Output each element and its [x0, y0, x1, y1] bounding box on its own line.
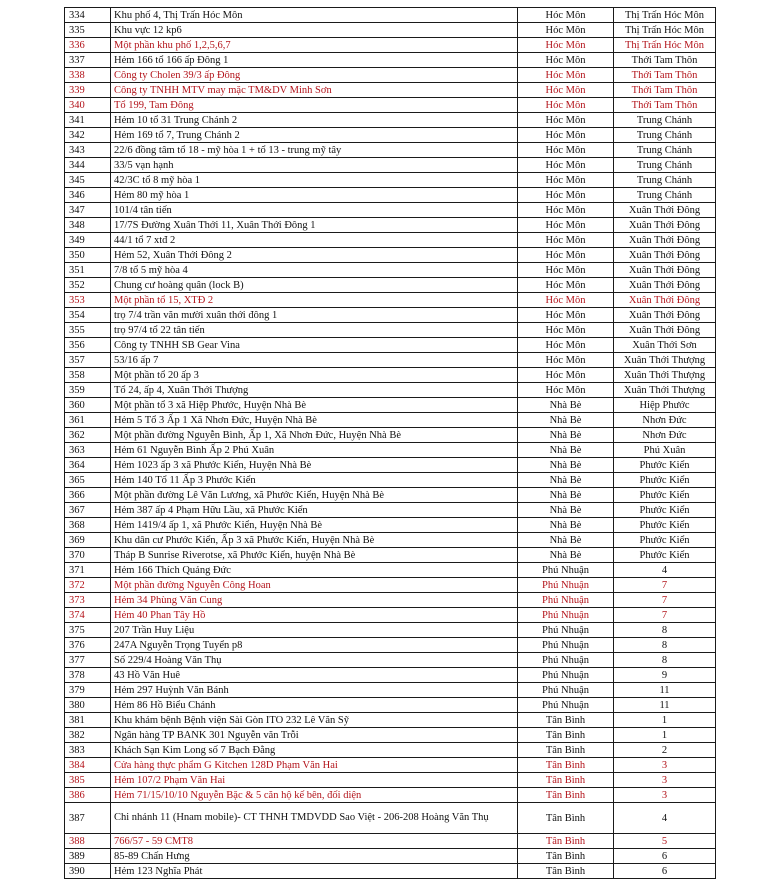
table-row [65, 53, 716, 68]
ward-cell: Xuân Thới Đông [614, 218, 716, 233]
row-number-cell: 358 [65, 368, 111, 383]
address-cell: Hẻm 140 Tổ 11 Ấp 3 Phước Kiển [111, 473, 518, 488]
district-cell: Nhà Bè [518, 473, 614, 488]
location-table [64, 7, 716, 879]
ward-cell: Trung Chánh [614, 128, 716, 143]
ward-cell: Nhơn Đức [614, 413, 716, 428]
row-number-cell: 347 [65, 203, 111, 218]
address-cell: Hẻm 107/2 Phạm Văn Hai [111, 773, 518, 788]
table-row [65, 578, 716, 593]
table-row [65, 623, 716, 638]
address-cell: Hẻm 1419/4 ấp 1, xã Phước Kiển, Huyện Nhà Bè [111, 518, 518, 533]
ward-cell: Thị Trấn Hóc Môn [614, 8, 716, 23]
ward-cell: Xuân Thới Đông [614, 203, 716, 218]
table-row [65, 548, 716, 563]
table-row [65, 338, 716, 353]
district-cell: Hóc Môn [518, 68, 614, 83]
table-row [65, 128, 716, 143]
address-cell: trọ 97/4 tổ 22 tân tiến [111, 323, 518, 338]
address-cell: Công ty TNHH SB Gear Vina [111, 338, 518, 353]
address-cell: 44/1 tổ 7 xtđ 2 [111, 233, 518, 248]
row-number-cell: 353 [65, 293, 111, 308]
ward-cell: Phước Kiển [614, 518, 716, 533]
address-cell: Công ty Cholen 39/3 ấp Đông [111, 68, 518, 83]
address-cell: Một phần khu phố 1,2,5,6,7 [111, 38, 518, 53]
ward-cell: 11 [614, 683, 716, 698]
district-cell: Nhà Bè [518, 398, 614, 413]
address-cell: Hẻm 40 Phan Tây Hồ [111, 608, 518, 623]
row-number-cell: 384 [65, 758, 111, 773]
district-cell: Phú Nhuận [518, 623, 614, 638]
ward-cell: 3 [614, 788, 716, 803]
row-number-cell: 376 [65, 638, 111, 653]
district-cell: Hóc Môn [518, 218, 614, 233]
table-row [65, 413, 716, 428]
row-number-cell: 372 [65, 578, 111, 593]
row-number-cell: 388 [65, 834, 111, 849]
district-cell: Hóc Môn [518, 203, 614, 218]
address-cell: Khách Sạn Kim Long số 7 Bạch Đằng [111, 743, 518, 758]
row-number-cell: 369 [65, 533, 111, 548]
row-number-cell: 349 [65, 233, 111, 248]
district-cell: Phú Nhuận [518, 563, 614, 578]
address-cell: Khu vực 12 kp6 [111, 23, 518, 38]
row-number-cell: 361 [65, 413, 111, 428]
table-row [65, 698, 716, 713]
ward-cell: Phước Kiển [614, 473, 716, 488]
row-number-cell: 379 [65, 683, 111, 698]
address-cell: Khu dân cư Phước Kiển, Ấp 3 xã Phước Kiển, Huyện Nhà Bè [111, 533, 518, 548]
district-cell: Hóc Môn [518, 98, 614, 113]
ward-cell: Thị Trấn Hóc Môn [614, 23, 716, 38]
ward-cell: 9 [614, 668, 716, 683]
ward-cell: Xuân Thới Đông [614, 263, 716, 278]
row-number-cell: 381 [65, 713, 111, 728]
district-cell: Hóc Môn [518, 83, 614, 98]
district-cell: Phú Nhuận [518, 653, 614, 668]
address-cell: Chi nhánh 11 (Hnam mobile)- CT THNH TMDVDD Sao Việt - 206-208 Hoàng Văn Thụ [111, 803, 518, 834]
row-number-cell: 386 [65, 788, 111, 803]
address-cell: 43 Hồ Văn Huê [111, 668, 518, 683]
row-number-cell: 355 [65, 323, 111, 338]
table-row [65, 668, 716, 683]
row-number-cell: 367 [65, 503, 111, 518]
table-row [65, 458, 716, 473]
row-number-cell: 366 [65, 488, 111, 503]
address-cell: Một phần đường Nguyễn Bình, Ấp 1, Xã Nhơn Đức, Huyện Nhà Bè [111, 428, 518, 443]
district-cell: Hóc Môn [518, 173, 614, 188]
ward-cell: 6 [614, 864, 716, 879]
address-cell: 247A Nguyễn Trọng Tuyển p8 [111, 638, 518, 653]
district-cell: Hóc Môn [518, 263, 614, 278]
ward-cell: Trung Chánh [614, 188, 716, 203]
table-row [65, 518, 716, 533]
row-number-cell: 336 [65, 38, 111, 53]
ward-cell: Phước Kiển [614, 548, 716, 563]
table-row [65, 158, 716, 173]
district-cell: Phú Nhuận [518, 593, 614, 608]
table-row [65, 653, 716, 668]
table-row [65, 803, 716, 834]
ward-cell: Phước Kiển [614, 488, 716, 503]
ward-cell: 3 [614, 758, 716, 773]
address-cell: Một phần đường Nguyễn Công Hoan [111, 578, 518, 593]
table-row [65, 864, 716, 879]
district-cell: Phú Nhuận [518, 668, 614, 683]
district-cell: Hóc Môn [518, 128, 614, 143]
district-cell: Phú Nhuận [518, 608, 614, 623]
table-row [65, 353, 716, 368]
address-cell: Công ty TNHH MTV may mặc TM&DV Minh Sơn [111, 83, 518, 98]
ward-cell: Thị Trấn Hóc Môn [614, 38, 716, 53]
ward-cell: 1 [614, 728, 716, 743]
district-cell: Hóc Môn [518, 278, 614, 293]
ward-cell: 8 [614, 653, 716, 668]
table-row [65, 248, 716, 263]
ward-cell: Xuân Thới Đông [614, 323, 716, 338]
ward-cell: Xuân Thới Đông [614, 233, 716, 248]
address-cell: Hẻm 86 Hồ Biểu Chánh [111, 698, 518, 713]
ward-cell: Xuân Thới Đông [614, 293, 716, 308]
address-cell: Hẻm 166 tổ 166 ấp Đông 1 [111, 53, 518, 68]
table-row [65, 849, 716, 864]
table-row [65, 368, 716, 383]
row-number-cell: 362 [65, 428, 111, 443]
table-row [65, 593, 716, 608]
address-cell: Hẻm 169 tổ 7, Trung Chánh 2 [111, 128, 518, 143]
ward-cell: Thới Tam Thôn [614, 98, 716, 113]
table-row [65, 83, 716, 98]
ward-cell: Trung Chánh [614, 158, 716, 173]
table-row [65, 443, 716, 458]
table-row [65, 323, 716, 338]
address-cell: 7/8 tổ 5 mỹ hòa 4 [111, 263, 518, 278]
row-number-cell: 373 [65, 593, 111, 608]
ward-cell: 3 [614, 773, 716, 788]
address-cell: Một phần tổ 3 xã Hiệp Phước, Huyện Nhà Bè [111, 398, 518, 413]
table-row [65, 113, 716, 128]
address-cell: Cửa hàng thực phẩm G Kitchen 128D Phạm Văn Hai [111, 758, 518, 773]
address-cell: Một phần đường Lê Văn Lương, xã Phước Kiển, Huyện Nhà Bè [111, 488, 518, 503]
table-row [65, 68, 716, 83]
address-cell: Hẻm 80 mỹ hòa 1 [111, 188, 518, 203]
district-cell: Tân Bình [518, 788, 614, 803]
district-cell: Hóc Môn [518, 23, 614, 38]
row-number-cell: 378 [65, 668, 111, 683]
address-cell: 207 Trần Huy Liệu [111, 623, 518, 638]
address-cell: Hẻm 5 Tổ 3 Ấp 1 Xã Nhơn Đức, Huyện Nhà Bè [111, 413, 518, 428]
row-number-cell: 354 [65, 308, 111, 323]
address-cell: trọ 7/4 trần văn mười xuân thới đông 1 [111, 308, 518, 323]
district-cell: Tân Bình [518, 834, 614, 849]
district-cell: Tân Bình [518, 713, 614, 728]
row-number-cell: 343 [65, 143, 111, 158]
district-cell: Phú Nhuận [518, 638, 614, 653]
row-number-cell: 365 [65, 473, 111, 488]
ward-cell: 5 [614, 834, 716, 849]
address-cell: Hẻm 297 Huỳnh Văn Bánh [111, 683, 518, 698]
district-cell: Tân Bình [518, 773, 614, 788]
district-cell: Hóc Môn [518, 308, 614, 323]
table-row [65, 834, 716, 849]
table-row [65, 788, 716, 803]
district-cell: Hóc Môn [518, 233, 614, 248]
district-cell: Hóc Môn [518, 353, 614, 368]
table-row [65, 188, 716, 203]
address-cell: Tháp B Sunrise Riverotse, xã Phước Kiển, huyện Nhà Bè [111, 548, 518, 563]
row-number-cell: 341 [65, 113, 111, 128]
address-cell: Hẻm 1023 ấp 3 xã Phước Kiển, Huyện Nhà Bè [111, 458, 518, 473]
ward-cell: Thới Tam Thôn [614, 68, 716, 83]
ward-cell: Xuân Thới Thượng [614, 353, 716, 368]
table-row [65, 503, 716, 518]
row-number-cell: 380 [65, 698, 111, 713]
district-cell: Phú Nhuận [518, 578, 614, 593]
district-cell: Nhà Bè [518, 428, 614, 443]
district-cell: Nhà Bè [518, 533, 614, 548]
row-number-cell: 357 [65, 353, 111, 368]
address-cell: 101/4 tân tiến [111, 203, 518, 218]
ward-cell: Trung Chánh [614, 113, 716, 128]
address-cell: Hẻm 10 tổ 31 Trung Chánh 2 [111, 113, 518, 128]
ward-cell: 4 [614, 563, 716, 578]
document-page [64, 7, 712, 879]
address-cell: Hẻm 52, Xuân Thới Đông 2 [111, 248, 518, 263]
ward-cell: 8 [614, 638, 716, 653]
district-cell: Tân Bình [518, 864, 614, 879]
address-cell: Hẻm 166 Thích Quảng Đức [111, 563, 518, 578]
row-number-cell: 377 [65, 653, 111, 668]
table-row [65, 98, 716, 113]
address-cell: 33/5 vạn hạnh [111, 158, 518, 173]
ward-cell: Xuân Thới Thượng [614, 383, 716, 398]
district-cell: Nhà Bè [518, 443, 614, 458]
row-number-cell: 334 [65, 8, 111, 23]
address-cell: Một phần tổ 20 ấp 3 [111, 368, 518, 383]
address-cell: Khu phố 4, Thị Trấn Hóc Môn [111, 8, 518, 23]
district-cell: Hóc Môn [518, 323, 614, 338]
row-number-cell: 385 [65, 773, 111, 788]
address-cell: Hẻm 71/15/10/10 Nguyễn Bặc & 5 căn hộ kế bên, đối diện [111, 788, 518, 803]
row-number-cell: 359 [65, 383, 111, 398]
table-row [65, 743, 716, 758]
table-row [65, 533, 716, 548]
row-number-cell: 364 [65, 458, 111, 473]
table-row [65, 38, 716, 53]
row-number-cell: 351 [65, 263, 111, 278]
table-row [65, 203, 716, 218]
address-cell: Tổ 24, ấp 4, Xuân Thới Thượng [111, 383, 518, 398]
table-row [65, 143, 716, 158]
district-cell: Nhà Bè [518, 488, 614, 503]
ward-cell: Xuân Thới Sơn [614, 338, 716, 353]
row-number-cell: 382 [65, 728, 111, 743]
address-cell: 42/3C tổ 8 mỹ hòa 1 [111, 173, 518, 188]
row-number-cell: 374 [65, 608, 111, 623]
district-cell: Tân Bình [518, 743, 614, 758]
table-row [65, 173, 716, 188]
row-number-cell: 335 [65, 23, 111, 38]
address-cell: Hẻm 387 ấp 4 Phạm Hữu Lầu, xã Phước Kiển [111, 503, 518, 518]
row-number-cell: 337 [65, 53, 111, 68]
address-cell: 17/7S Đường Xuân Thới 11, Xuân Thới Đông 1 [111, 218, 518, 233]
district-cell: Hóc Môn [518, 143, 614, 158]
ward-cell: Hiệp Phước [614, 398, 716, 413]
district-cell: Tân Bình [518, 849, 614, 864]
district-cell: Hóc Môn [518, 53, 614, 68]
table-row [65, 473, 716, 488]
row-number-cell: 390 [65, 864, 111, 879]
ward-cell: 2 [614, 743, 716, 758]
district-cell: Hóc Môn [518, 248, 614, 263]
row-number-cell: 338 [65, 68, 111, 83]
ward-cell: 7 [614, 593, 716, 608]
row-number-cell: 352 [65, 278, 111, 293]
district-cell: Hóc Môn [518, 383, 614, 398]
ward-cell: 6 [614, 849, 716, 864]
table-row [65, 608, 716, 623]
ward-cell: 8 [614, 623, 716, 638]
table-row [65, 23, 716, 38]
district-cell: Hóc Môn [518, 113, 614, 128]
row-number-cell: 371 [65, 563, 111, 578]
district-cell: Tân Bình [518, 728, 614, 743]
row-number-cell: 350 [65, 248, 111, 263]
district-cell: Nhà Bè [518, 458, 614, 473]
row-number-cell: 356 [65, 338, 111, 353]
table-row [65, 713, 716, 728]
ward-cell: Trung Chánh [614, 173, 716, 188]
ward-cell: Xuân Thới Đông [614, 278, 716, 293]
table-row [65, 218, 716, 233]
row-number-cell: 348 [65, 218, 111, 233]
district-cell: Nhà Bè [518, 413, 614, 428]
district-cell: Hóc Môn [518, 8, 614, 23]
row-number-cell: 345 [65, 173, 111, 188]
table-row [65, 488, 716, 503]
table-row [65, 428, 716, 443]
table-row [65, 728, 716, 743]
row-number-cell: 340 [65, 98, 111, 113]
row-number-cell: 344 [65, 158, 111, 173]
row-number-cell: 363 [65, 443, 111, 458]
ward-cell: 7 [614, 578, 716, 593]
address-cell: Ngân hàng TP BANK 301 Nguyễn văn Trỗi [111, 728, 518, 743]
district-cell: Hóc Môn [518, 293, 614, 308]
address-cell: Hẻm 123 Nghĩa Phát [111, 864, 518, 879]
district-cell: Tân Bình [518, 803, 614, 834]
row-number-cell: 370 [65, 548, 111, 563]
address-cell: 53/16 ấp 7 [111, 353, 518, 368]
ward-cell: Thới Tam Thôn [614, 83, 716, 98]
row-number-cell: 346 [65, 188, 111, 203]
district-cell: Hóc Môn [518, 38, 614, 53]
address-cell: 766/57 - 59 CMT8 [111, 834, 518, 849]
district-cell: Hóc Môn [518, 188, 614, 203]
address-cell: Khu khám bệnh Bệnh viện Sài Gòn ITO 232 Lê Văn Sỹ [111, 713, 518, 728]
table-row [65, 398, 716, 413]
ward-cell: Phước Kiển [614, 458, 716, 473]
address-cell: 22/6 đồng tâm tổ 18 - mỹ hòa 1 + tổ 13 - trung mỹ tây [111, 143, 518, 158]
ward-cell: Nhơn Đức [614, 428, 716, 443]
ward-cell: Trung Chánh [614, 143, 716, 158]
address-cell: Hẻm 34 Phùng Văn Cung [111, 593, 518, 608]
district-cell: Nhà Bè [518, 503, 614, 518]
table-row [65, 563, 716, 578]
address-cell: Một phần tổ 15, XTĐ 2 [111, 293, 518, 308]
address-cell: 85-89 Chấn Hưng [111, 849, 518, 864]
address-cell: Số 229/4 Hoàng Văn Thụ [111, 653, 518, 668]
ward-cell: Xuân Thới Đông [614, 248, 716, 263]
table-body [65, 8, 716, 879]
address-cell: Hẻm 61 Nguyễn Bình Ấp 2 Phú Xuân [111, 443, 518, 458]
ward-cell: 11 [614, 698, 716, 713]
table-row [65, 758, 716, 773]
ward-cell: Thới Tam Thôn [614, 53, 716, 68]
table-row [65, 308, 716, 323]
address-cell: Tổ 199, Tam Đông [111, 98, 518, 113]
ward-cell: Xuân Thới Thượng [614, 368, 716, 383]
row-number-cell: 368 [65, 518, 111, 533]
table-row [65, 683, 716, 698]
ward-cell: Phú Xuân [614, 443, 716, 458]
table-row [65, 233, 716, 248]
row-number-cell: 339 [65, 83, 111, 98]
row-number-cell: 383 [65, 743, 111, 758]
table-row [65, 263, 716, 278]
district-cell: Nhà Bè [518, 548, 614, 563]
address-cell: Chung cư hoàng quân (lock B) [111, 278, 518, 293]
district-cell: Tân Bình [518, 758, 614, 773]
row-number-cell: 342 [65, 128, 111, 143]
table-row [65, 773, 716, 788]
row-number-cell: 387 [65, 803, 111, 834]
table-row [65, 383, 716, 398]
district-cell: Hóc Môn [518, 368, 614, 383]
ward-cell: 7 [614, 608, 716, 623]
table-row [65, 8, 716, 23]
row-number-cell: 389 [65, 849, 111, 864]
district-cell: Phú Nhuận [518, 698, 614, 713]
table-row [65, 278, 716, 293]
row-number-cell: 375 [65, 623, 111, 638]
district-cell: Nhà Bè [518, 518, 614, 533]
ward-cell: Phước Kiển [614, 533, 716, 548]
district-cell: Hóc Môn [518, 338, 614, 353]
district-cell: Hóc Môn [518, 158, 614, 173]
table-row [65, 293, 716, 308]
row-number-cell: 360 [65, 398, 111, 413]
ward-cell: 4 [614, 803, 716, 834]
ward-cell: Phước Kiển [614, 503, 716, 518]
ward-cell: Xuân Thới Đông [614, 308, 716, 323]
ward-cell: 1 [614, 713, 716, 728]
district-cell: Phú Nhuận [518, 683, 614, 698]
table-row [65, 638, 716, 653]
